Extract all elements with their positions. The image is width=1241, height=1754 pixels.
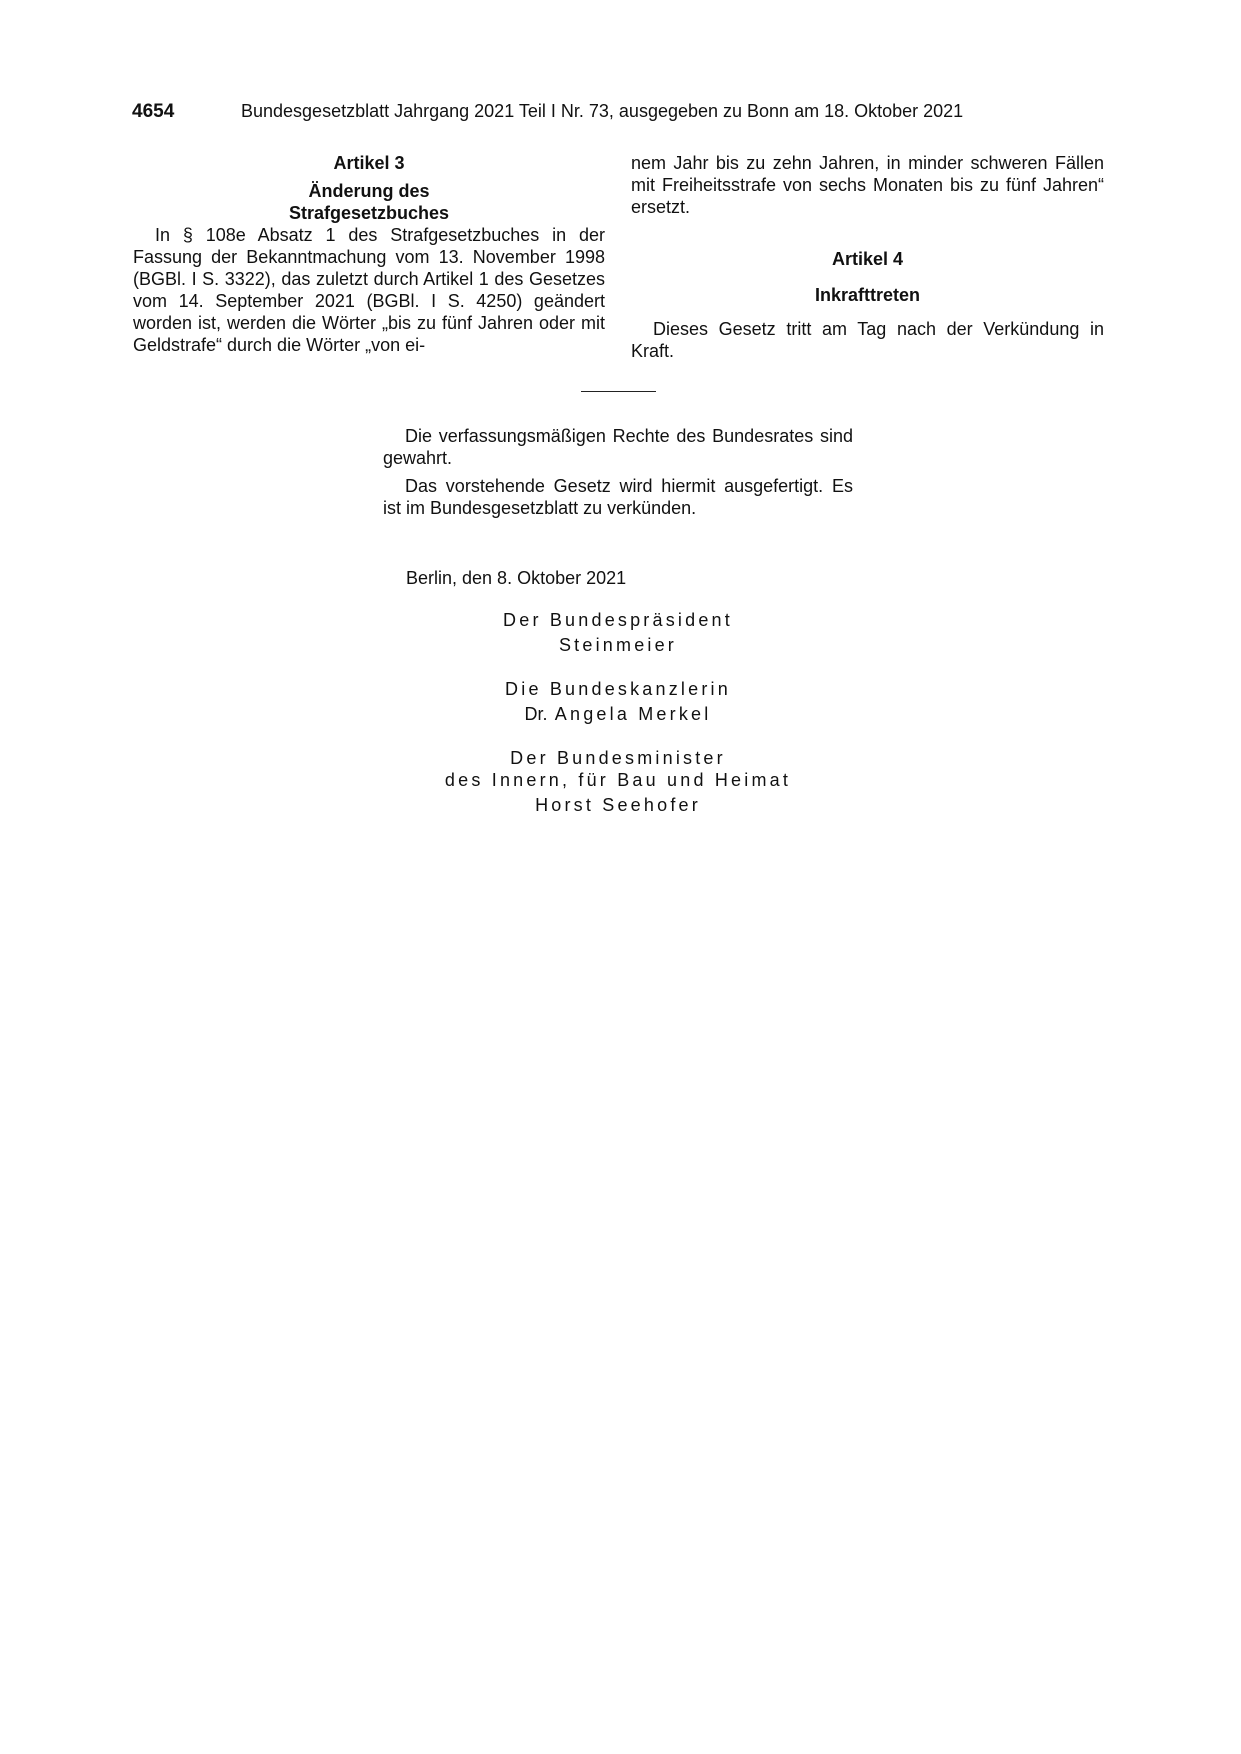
left-column — [133, 152, 605, 356]
article3-subtitle-line1: Änderung des — [308, 181, 430, 201]
president-title: Der Bundespräsident — [503, 610, 733, 630]
page-number: 4654 — [132, 101, 175, 122]
article3-continuation: nem Jahr bis zu zehn Jahren, in minder schweren Fällen mit Freiheitsstrafe von sechs Monaten bis zu fünf Jahren“ ersetzt. — [631, 153, 1104, 217]
signature-minister — [383, 746, 853, 818]
page-header — [132, 100, 174, 123]
closing-formula — [383, 425, 853, 525]
signature-chancellor — [383, 677, 853, 727]
article4-body: Dieses Gesetz tritt am Tag nach der Verkündung in Kraft. — [631, 319, 1104, 361]
minister-title-line2: des Innern, für Bau und Heimat — [444, 770, 792, 790]
chancellor-name-line — [383, 702, 853, 727]
article3-subtitle-line2: Strafgesetzbuches — [288, 203, 450, 223]
right-column — [631, 152, 1104, 362]
article4-title: Artikel 4 — [831, 249, 904, 269]
section-divider — [581, 391, 656, 392]
chancellor-title: Die Bundeskanzlerin — [505, 679, 731, 699]
signature-president — [383, 608, 853, 658]
article3-body: In § 108e Absatz 1 des Strafgesetzbuches in der Fassung der Bekanntmachung vom 13. November 1998 (BGBl. I S. 3322), das zuletzt durch Artikel 1 des Gesetzes vom 14. September 2021 (BGBl. I S. 4250) geändert worden ist, werden die Wörter „bis zu fünf Jahren oder mit Geldstrafe“ durch die Wörter „von ei- — [133, 225, 605, 355]
closing-para-rights: Die verfassungsmäßigen Rechte des Bundesrates sind gewahrt. — [383, 426, 853, 468]
closing-para-promulgation: Das vorstehende Gesetz wird hiermit ausgefertigt. Es ist im Bundesgesetzblatt zu verkünden. — [383, 476, 853, 518]
chancellor-prefix: Dr. — [524, 704, 548, 724]
article4-subtitle: Inkrafttreten — [814, 285, 921, 305]
president-name: Steinmeier — [558, 635, 678, 655]
minister-title-line1: Der Bundesminister — [510, 748, 726, 768]
running-head: Bundesgesetzblatt Jahrgang 2021 Teil I Nr. 73, ausgegeben zu Bonn am 18. Oktober 2021 — [241, 101, 964, 121]
article3-title: Artikel 3 — [333, 153, 405, 173]
minister-name: Horst Seehofer — [535, 795, 701, 815]
place-date: Berlin, den 8. Oktober 2021 — [406, 568, 627, 588]
chancellor-name: Angela Merkel — [554, 704, 712, 724]
